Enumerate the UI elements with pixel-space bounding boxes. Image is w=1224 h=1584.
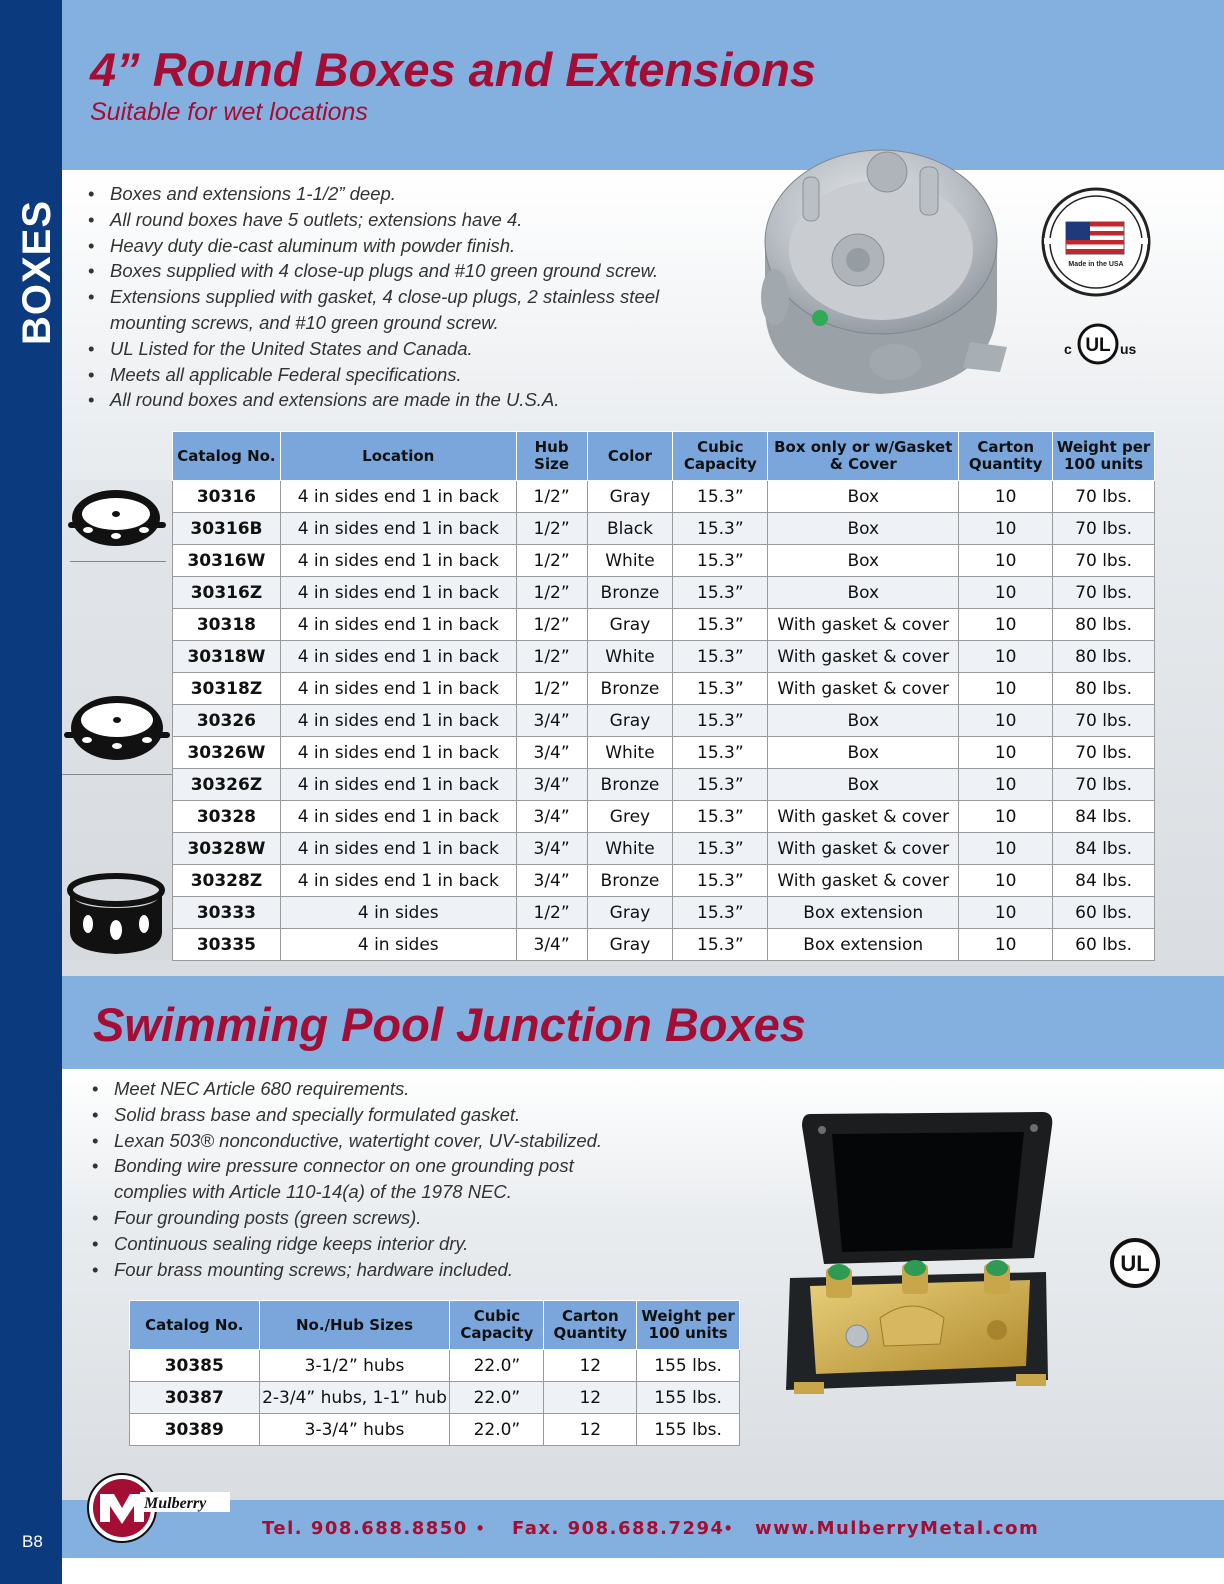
catalog-number-cell: 30385 — [130, 1350, 260, 1382]
table-cell: 10 — [959, 929, 1053, 961]
table-cell: 70 lbs. — [1053, 705, 1155, 737]
catalog-number-cell: 30328Z — [173, 865, 281, 897]
table-cell: 1/2” — [516, 513, 587, 545]
table-cell: With gasket & cover — [768, 641, 959, 673]
table-cell: 10 — [959, 833, 1053, 865]
table-cell: White — [587, 641, 673, 673]
table-cell: Bronze — [587, 769, 673, 801]
table-cell: 22.0” — [450, 1414, 544, 1446]
table-row — [130, 1414, 740, 1446]
table-cell: 15.3” — [673, 705, 768, 737]
col-header: Cubic Capacity — [673, 432, 768, 481]
round-box-silhouette — [64, 484, 170, 556]
table-cell: Gray — [587, 481, 673, 513]
round-box-cover-silhouette — [62, 690, 172, 770]
catalog-number-cell: 30318Z — [173, 673, 281, 705]
table-cell: White — [587, 737, 673, 769]
table-cell: 1/2” — [516, 897, 587, 929]
list-item: • Heavy duty die-cast aluminum with powder finish. — [88, 233, 728, 259]
table-cell: 12 — [544, 1350, 637, 1382]
table-cell: 10 — [959, 801, 1053, 833]
table-cell: 10 — [959, 737, 1053, 769]
table-cell: With gasket & cover — [768, 801, 959, 833]
table-cell: 10 — [959, 545, 1053, 577]
table-cell: 4 in sides end 1 in back — [280, 513, 516, 545]
cul-c: c — [1064, 341, 1072, 357]
table-cell: 15.3” — [673, 577, 768, 609]
table-cell: 15.3” — [673, 545, 768, 577]
mulberry-logo — [84, 1472, 234, 1544]
cul-ul: UL — [1085, 335, 1111, 356]
table-row — [173, 705, 1155, 737]
table-cell: 1/2” — [516, 609, 587, 641]
table-cell: 60 lbs. — [1053, 897, 1155, 929]
table-cell: 1/2” — [516, 577, 587, 609]
table-cell: With gasket & cover — [768, 673, 959, 705]
table-cell: 70 lbs. — [1053, 737, 1155, 769]
table-cell: Bronze — [587, 577, 673, 609]
table-cell: With gasket & cover — [768, 609, 959, 641]
footer-separator: • — [725, 1518, 732, 1538]
table-cell: 70 lbs. — [1053, 545, 1155, 577]
table-cell: 15.3” — [673, 769, 768, 801]
table-cell: 15.3” — [673, 737, 768, 769]
table-cell: 15.3” — [673, 897, 768, 929]
table-cell: 10 — [959, 641, 1053, 673]
table-cell: Box — [768, 769, 959, 801]
table-cell: Bronze — [587, 673, 673, 705]
catalog-number-cell: 30326 — [173, 705, 281, 737]
list-item: • Boxes supplied with 4 close-up plugs and #10 green ground screw. — [88, 258, 728, 284]
table-cell: Gray — [587, 609, 673, 641]
table-cell: Gray — [587, 897, 673, 929]
table-cell: 15.3” — [673, 609, 768, 641]
table-cell: 10 — [959, 705, 1053, 737]
table-row — [173, 545, 1155, 577]
table-cell: 10 — [959, 897, 1053, 929]
table-row — [173, 865, 1155, 897]
table-cell: 4 in sides end 1 in back — [280, 641, 516, 673]
table-cell: 4 in sides end 1 in back — [280, 609, 516, 641]
table-cell: 80 lbs. — [1053, 641, 1155, 673]
table-body — [173, 481, 1155, 961]
table-cell: White — [587, 833, 673, 865]
col-header: Catalog No. — [173, 432, 281, 481]
table-cell: 15.3” — [673, 865, 768, 897]
catalog-number-cell: 30316Z — [173, 577, 281, 609]
table-cell: 1/2” — [516, 673, 587, 705]
catalog-number-cell: 30328W — [173, 833, 281, 865]
pool-box-spec-table — [129, 1300, 740, 1446]
table-cell: 15.3” — [673, 481, 768, 513]
table-row — [173, 641, 1155, 673]
table-row — [173, 481, 1155, 513]
table-cell: 155 lbs. — [637, 1382, 740, 1414]
list-item: • Four grounding posts (green screws). — [92, 1205, 632, 1231]
table-cell: 10 — [959, 577, 1053, 609]
catalog-number-cell: 30328 — [173, 801, 281, 833]
table-body — [130, 1350, 740, 1446]
table-cell: 60 lbs. — [1053, 929, 1155, 961]
table-cell: 70 lbs. — [1053, 577, 1155, 609]
table-cell: 1/2” — [516, 641, 587, 673]
catalog-number-cell: 30316W — [173, 545, 281, 577]
section2-title: Swimming Pool Junction Boxes — [93, 998, 806, 1051]
table-cell: 80 lbs. — [1053, 673, 1155, 705]
table-cell: Box — [768, 513, 959, 545]
table-cell: 4 in sides end 1 in back — [280, 833, 516, 865]
list-item: • Extensions supplied with gasket, 4 close-up plugs, 2 stainless steel mounting screws, and #10 green ground screw. — [88, 284, 728, 336]
table-cell: Box — [768, 545, 959, 577]
pool-junction-box-photo — [772, 1108, 1062, 1404]
table-cell: 3/4” — [516, 737, 587, 769]
footer-phone: Tel. 908.688.8850 — [262, 1518, 468, 1539]
table-cell: 4 in sides end 1 in back — [280, 737, 516, 769]
table-cell: 80 lbs. — [1053, 609, 1155, 641]
table-cell: 10 — [959, 481, 1053, 513]
table-cell: Gray — [587, 929, 673, 961]
list-item: • Bonding wire pressure connector on one grounding post complies with Article 110-14(a) of the 1978 NEC. — [92, 1153, 632, 1205]
table-cell: 3-3/4” hubs — [259, 1414, 450, 1446]
round-box-spec-table — [172, 431, 1155, 961]
table-cell: Box extension — [768, 929, 959, 961]
col-header: Carton Quantity — [544, 1301, 637, 1350]
table-row — [173, 513, 1155, 545]
col-header: Carton Quantity — [959, 432, 1053, 481]
cul-us-mark — [1060, 320, 1144, 368]
ul-text: UL — [1120, 1251, 1150, 1276]
table-cell: 4 in sides end 1 in back — [280, 865, 516, 897]
divider — [70, 561, 166, 562]
table-cell: 3/4” — [516, 929, 587, 961]
table-cell: 4 in sides end 1 in back — [280, 673, 516, 705]
footer-website[interactable]: www.MulberryMetal.com — [755, 1518, 1040, 1539]
table-row — [173, 673, 1155, 705]
col-header: Location — [280, 432, 516, 481]
table-row — [173, 801, 1155, 833]
catalog-number-cell: 30316 — [173, 481, 281, 513]
round-box-photo — [745, 132, 1015, 407]
col-header: Cubic Capacity — [450, 1301, 544, 1350]
table-cell: White — [587, 545, 673, 577]
table-cell: 70 lbs. — [1053, 481, 1155, 513]
table-cell: 4 in sides end 1 in back — [280, 545, 516, 577]
col-header: Weight per 100 units — [637, 1301, 740, 1350]
table-row — [173, 929, 1155, 961]
table-cell: 10 — [959, 673, 1053, 705]
table-cell: 4 in sides end 1 in back — [280, 481, 516, 513]
table-cell: 15.3” — [673, 833, 768, 865]
table-cell: 155 lbs. — [637, 1414, 740, 1446]
table-cell: 3/4” — [516, 865, 587, 897]
list-item: • Boxes and extensions 1-1/2” deep. — [88, 181, 728, 207]
list-item: • UL Listed for the United States and Canada. — [88, 336, 728, 362]
table-cell: 3/4” — [516, 833, 587, 865]
section-label: BOXES — [15, 199, 59, 345]
table-cell: 84 lbs. — [1053, 801, 1155, 833]
table-row — [173, 609, 1155, 641]
table-cell: 4 in sides end 1 in back — [280, 769, 516, 801]
table-cell: 155 lbs. — [637, 1350, 740, 1382]
list-item: • Meet NEC Article 680 requirements. — [92, 1076, 632, 1102]
table-cell: 4 in sides end 1 in back — [280, 705, 516, 737]
table-cell: 15.3” — [673, 929, 768, 961]
table-cell: 3/4” — [516, 769, 587, 801]
table-row — [173, 897, 1155, 929]
table-cell: Box extension — [768, 897, 959, 929]
col-header: Box only or w/Gasket & Cover — [768, 432, 959, 481]
col-header: No./Hub Sizes — [259, 1301, 450, 1350]
catalog-number-cell: 30387 — [130, 1382, 260, 1414]
table-cell: 10 — [959, 769, 1053, 801]
footer-fax: Fax. 908.688.7294 — [512, 1518, 725, 1539]
table-cell: 15.3” — [673, 641, 768, 673]
table-cell: Box — [768, 705, 959, 737]
logo-text: Mulberry — [144, 1495, 207, 1512]
table-cell: 70 lbs. — [1053, 513, 1155, 545]
table-cell: 10 — [959, 609, 1053, 641]
table-cell: 10 — [959, 513, 1053, 545]
list-item: • All round boxes and extensions are made in the U.S.A. — [88, 387, 728, 413]
table-cell: 4 in sides end 1 in back — [280, 577, 516, 609]
col-header: Hub Size — [516, 432, 587, 481]
catalog-number-cell: 30335 — [173, 929, 281, 961]
catalog-number-cell: 30389 — [130, 1414, 260, 1446]
table-cell: 3/4” — [516, 705, 587, 737]
table-cell: 84 lbs. — [1053, 833, 1155, 865]
table-cell: 22.0” — [450, 1382, 544, 1414]
catalog-number-cell: 30318W — [173, 641, 281, 673]
table-cell: 15.3” — [673, 513, 768, 545]
page-title: 4” Round Boxes and Extensions — [90, 43, 817, 96]
table-cell: 12 — [544, 1382, 637, 1414]
sidebar — [0, 0, 62, 1584]
table-cell: 1/2” — [516, 545, 587, 577]
list-item: • All round boxes have 5 outlets; extensions have 4. — [88, 207, 728, 233]
extension-ring-silhouette — [64, 872, 168, 958]
catalog-number-cell: 30326Z — [173, 769, 281, 801]
col-header: Color — [587, 432, 673, 481]
catalog-number-cell: 30333 — [173, 897, 281, 929]
page-subtitle: Suitable for wet locations — [90, 98, 368, 126]
table-cell: 4 in sides end 1 in back — [280, 801, 516, 833]
table-cell: 70 lbs. — [1053, 769, 1155, 801]
table-row — [130, 1350, 740, 1382]
table-cell: 15.3” — [673, 801, 768, 833]
col-header: Catalog No. — [130, 1301, 260, 1350]
table-cell: Gray — [587, 705, 673, 737]
table-cell: 84 lbs. — [1053, 865, 1155, 897]
table-row — [173, 737, 1155, 769]
feature-list — [88, 181, 728, 413]
list-item: • Solid brass base and specially formulated gasket. — [92, 1102, 632, 1128]
table-row — [173, 833, 1155, 865]
table-cell: 12 — [544, 1414, 637, 1446]
catalog-number-cell: 30316B — [173, 513, 281, 545]
table-row — [130, 1382, 740, 1414]
catalog-number-cell: 30318 — [173, 609, 281, 641]
col-header: Weight per 100 units — [1053, 432, 1155, 481]
page-number: B8 — [22, 1532, 43, 1551]
table-cell: 3/4” — [516, 801, 587, 833]
table-cell: 22.0” — [450, 1350, 544, 1382]
catalog-number-cell: 30326W — [173, 737, 281, 769]
table-row — [173, 577, 1155, 609]
list-item: • Meets all applicable Federal specifications. — [88, 362, 728, 388]
ul-mark — [1108, 1236, 1162, 1290]
table-cell: With gasket & cover — [768, 833, 959, 865]
table-row — [173, 769, 1155, 801]
table-cell: 3-1/2” hubs — [259, 1350, 450, 1382]
table-cell: 4 in sides — [280, 897, 516, 929]
table-cell: Box — [768, 577, 959, 609]
list-item: • Continuous sealing ridge keeps interior dry. — [92, 1231, 632, 1257]
list-item: • Lexan 503® nonconductive, watertight cover, UV-stabilized. — [92, 1128, 632, 1154]
table-cell: 2-3/4” hubs, 1-1” hub — [259, 1382, 450, 1414]
table-cell: Grey — [587, 801, 673, 833]
table-cell: Box — [768, 481, 959, 513]
table-cell: 4 in sides — [280, 929, 516, 961]
table-cell: 10 — [959, 865, 1053, 897]
table-cell: Black — [587, 513, 673, 545]
table-cell: 15.3” — [673, 673, 768, 705]
footer-separator: • — [477, 1518, 484, 1538]
divider — [62, 774, 172, 775]
made-in-usa-badge — [1040, 186, 1152, 298]
table-cell: Box — [768, 737, 959, 769]
list-item: • Four brass mounting screws; hardware included. — [92, 1257, 632, 1283]
table-cell: Bronze — [587, 865, 673, 897]
table-cell: 1/2” — [516, 481, 587, 513]
table-cell: With gasket & cover — [768, 865, 959, 897]
cul-us: us — [1120, 341, 1137, 357]
pool-feature-list — [92, 1076, 632, 1282]
made-in-usa-text: Made in the USA — [1068, 261, 1124, 268]
